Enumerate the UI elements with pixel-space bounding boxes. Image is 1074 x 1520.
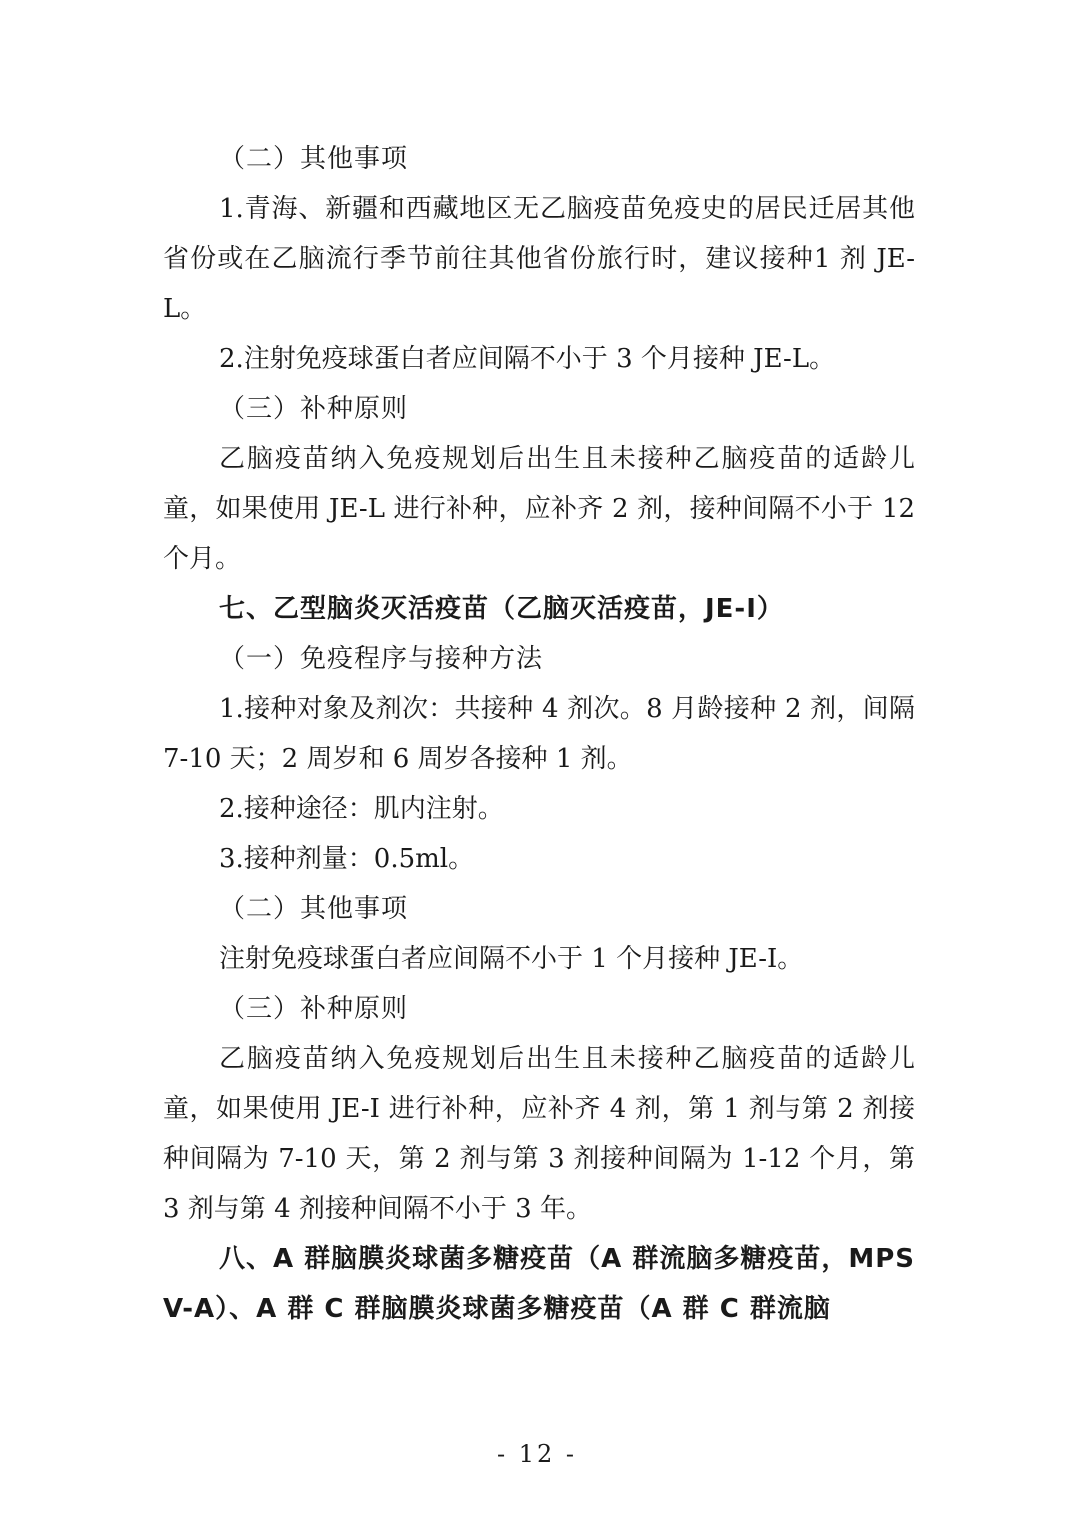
subsection-heading-catch-up: （三）补种原则 bbox=[219, 394, 409, 424]
subsection-heading-schedule: （一）免疫程序与接种方法 bbox=[219, 644, 544, 674]
paragraph-je-i-dosage: 3.接种剂量：0.5ml。 bbox=[219, 844, 475, 874]
paragraph-je-i-doses: 1.接种对象及剂次：共接种 4 剂次。8 月龄接种 2 剂，间隔 7-10 天；2 周岁和 6 周岁各接种 1 剂。 bbox=[163, 694, 915, 774]
paragraph-je-i-immunoglobulin: 注射免疫球蛋白者应间隔不小于 1 个月接种 JE-I。 bbox=[219, 944, 804, 974]
paragraph-je-l-catch-up: 乙脑疫苗纳入免疫规划后出生且未接种乙脑疫苗的适龄儿童，如果使用 JE-L 进行补种，应补齐 2 剂，接种间隔不小于 12 个月。 bbox=[163, 444, 915, 574]
page-number: - 12 - bbox=[496, 1440, 577, 1468]
subsection-heading-other-matters-2: （二）其他事项 bbox=[219, 894, 409, 924]
section-heading-mpsv: 八、A 群脑膜炎球菌多糖疫苗（A 群流脑多糖疫苗，MPSV-A）、A 群 C 群脑膜炎球菌多糖疫苗（A 群 C 群流脑 bbox=[163, 1244, 916, 1324]
paragraph-je-l-travel: 1.青海、新疆和西藏地区无乙脑疫苗免疫史的居民迁居其他省份或在乙脑流行季节前往其他省份旅行时，建议接种1 剂 JE-L。 bbox=[163, 194, 915, 324]
section-heading-je-i: 七、乙型脑炎灭活疫苗（乙脑灭活疫苗，JE-I） bbox=[219, 594, 784, 624]
paragraph-je-i-catch-up: 乙脑疫苗纳入免疫规划后出生且未接种乙脑疫苗的适龄儿童，如果使用 JE-I 进行补种，应补齐 4 剂，第 1 剂与第 2 剂接种间隔为 7-10 天，第 2 剂与第 3 剂接种间隔为 1-12 个月，第 3 剂与第 4 剂接种间隔不小于 3 年。 bbox=[163, 1044, 915, 1224]
subsection-heading-catch-up-2: （三）补种原则 bbox=[219, 994, 409, 1024]
document-body bbox=[163, 134, 915, 1334]
paragraph-je-l-immunoglobulin: 2.注射免疫球蛋白者应间隔不小于 3 个月接种 JE-L。 bbox=[219, 344, 836, 374]
subsection-heading-other-matters: （二）其他事项 bbox=[219, 144, 409, 174]
paragraph-je-i-route: 2.接种途径：肌内注射。 bbox=[219, 794, 504, 824]
